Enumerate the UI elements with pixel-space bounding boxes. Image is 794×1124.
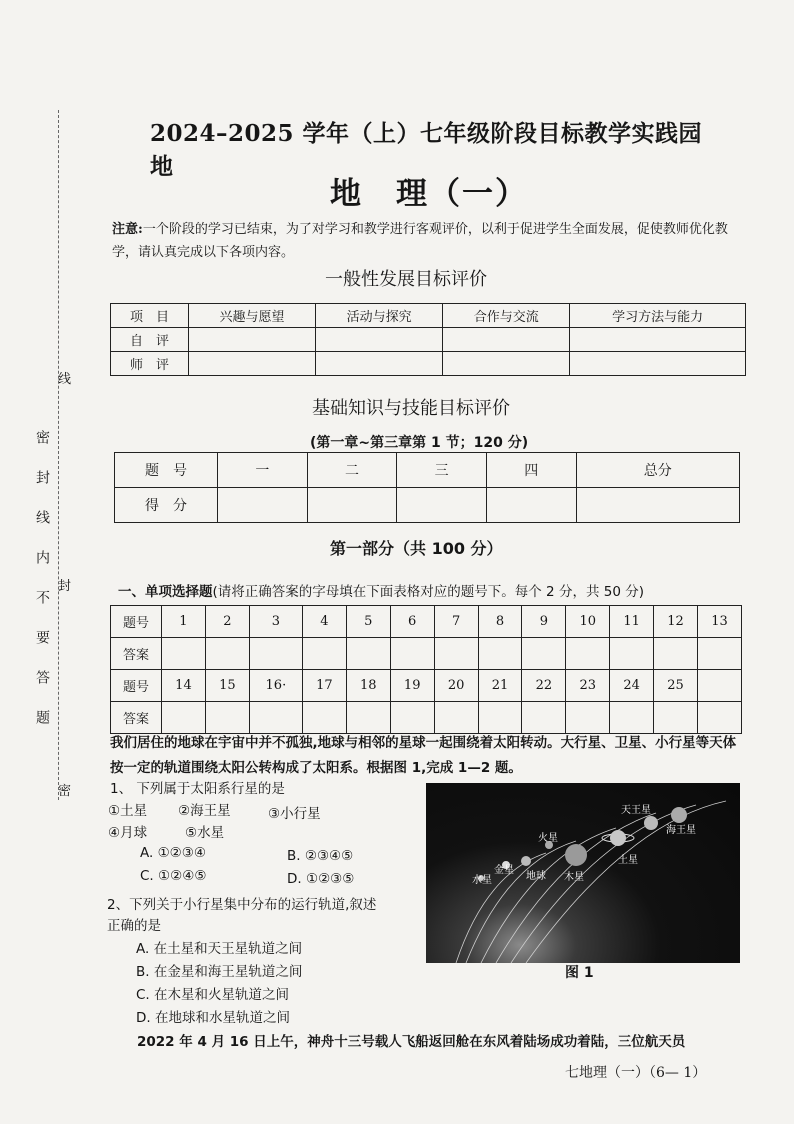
binding-margin bbox=[28, 360, 74, 820]
question-number-cell bbox=[697, 670, 741, 702]
q1-option-c[interactable]: C. ①②④⑤ bbox=[140, 868, 207, 884]
cell-blank[interactable] bbox=[570, 352, 746, 376]
cell-part-4: 四 bbox=[486, 453, 576, 488]
question-number-cell: 17 bbox=[302, 670, 346, 702]
q1-item: ④月球 bbox=[108, 825, 148, 841]
cell-header-interest: 兴趣与愿望 bbox=[189, 304, 316, 328]
answer-table bbox=[110, 605, 742, 734]
binding-mark-secret: 密 bbox=[58, 784, 72, 799]
exam-title: 2024–2025 学年（上）七年级阶段目标教学实践园地 bbox=[150, 120, 703, 180]
answer-cell[interactable] bbox=[434, 702, 478, 734]
row-label-ans: 答案 bbox=[111, 638, 162, 670]
question-number-cell: 24 bbox=[610, 670, 654, 702]
q1-option-a[interactable]: A. ①②③④ bbox=[140, 845, 206, 861]
question-number-cell: 8 bbox=[478, 606, 522, 638]
label-jupiter: 木星 bbox=[564, 872, 584, 883]
solar-system-figure bbox=[426, 783, 740, 963]
general-eval-table bbox=[110, 303, 746, 376]
cell-score-label: 得 分 bbox=[115, 488, 218, 523]
uranus bbox=[644, 816, 658, 830]
solar-system-illustration bbox=[426, 783, 740, 963]
label-earth: 地球 bbox=[526, 871, 546, 882]
answer-cell[interactable] bbox=[249, 638, 302, 670]
cell-blank[interactable] bbox=[189, 328, 316, 352]
tail-line: 2022 年 4 月 16 日上午，神舟十三号载人飞船返回舱在东风着陆场成功着陆，三位航天员 bbox=[137, 1034, 686, 1050]
cell-part-3: 三 bbox=[397, 453, 487, 488]
question-number-cell: 16· bbox=[249, 670, 302, 702]
answer-cell[interactable] bbox=[390, 638, 434, 670]
binding-instruction: 密封线内不要答题 bbox=[34, 430, 50, 750]
answer-cell[interactable] bbox=[346, 638, 390, 670]
answer-cell[interactable] bbox=[162, 638, 206, 670]
answer-cell[interactable] bbox=[697, 702, 741, 734]
cell-teacher-eval: 师 评 bbox=[111, 352, 189, 376]
cell-self-eval: 自 评 bbox=[111, 328, 189, 352]
cell-total: 总分 bbox=[576, 453, 740, 488]
cell-blank[interactable] bbox=[570, 328, 746, 352]
question-number-cell: 13 bbox=[697, 606, 741, 638]
answer-cell[interactable] bbox=[654, 702, 698, 734]
cell-blank[interactable] bbox=[397, 488, 487, 523]
question-number-cell: 20 bbox=[434, 670, 478, 702]
notice bbox=[112, 218, 744, 264]
answer-cell[interactable] bbox=[162, 702, 206, 734]
answer-cell[interactable] bbox=[697, 638, 741, 670]
question-number-cell: 6 bbox=[390, 606, 434, 638]
q1-item: ①土星 bbox=[108, 803, 148, 819]
q2-stem-cont: 正确的是 bbox=[107, 918, 161, 934]
question-number-cell: 21 bbox=[478, 670, 522, 702]
q2-option-c[interactable]: C. 在木星和火星轨道之间 bbox=[136, 987, 290, 1003]
neptune bbox=[671, 807, 687, 823]
q1-item: ③小行星 bbox=[268, 806, 321, 822]
q2-option-d[interactable]: D. 在地球和水星轨道之间 bbox=[136, 1010, 290, 1026]
label-mercury: 水星 bbox=[472, 875, 492, 886]
answer-cell[interactable] bbox=[566, 702, 610, 734]
q1-option-b[interactable]: B. ②③④⑤ bbox=[287, 848, 354, 864]
cell-part-1: 一 bbox=[218, 453, 308, 488]
general-eval-heading: 一般性发展目标评价 bbox=[325, 269, 487, 290]
cell-blank[interactable] bbox=[443, 352, 570, 376]
answer-cell[interactable] bbox=[302, 638, 346, 670]
cell-header-cooperation: 合作与交流 bbox=[443, 304, 570, 328]
answer-cell[interactable] bbox=[610, 702, 654, 734]
answer-cell[interactable] bbox=[205, 702, 249, 734]
page-footer: 七地理（一）（6— 1） bbox=[565, 1065, 707, 1081]
score-table bbox=[114, 452, 740, 523]
answer-cell[interactable] bbox=[346, 702, 390, 734]
binding-mark-seal: 封 bbox=[58, 579, 72, 594]
cell-part-2: 二 bbox=[307, 453, 397, 488]
answer-cell[interactable] bbox=[522, 702, 566, 734]
q2-option-a[interactable]: A. 在土星和天王星轨道之间 bbox=[136, 941, 303, 957]
question-number-cell: 9 bbox=[522, 606, 566, 638]
question-number-cell: 5 bbox=[346, 606, 390, 638]
cell-header-item: 项 目 bbox=[111, 304, 189, 328]
question-number-cell: 23 bbox=[566, 670, 610, 702]
question-number-cell: 25 bbox=[654, 670, 698, 702]
question-number-cell: 10 bbox=[566, 606, 610, 638]
answer-cell[interactable] bbox=[478, 702, 522, 734]
earth bbox=[521, 856, 531, 866]
label-uranus: 天王星 bbox=[621, 805, 651, 816]
label-venus: 金星 bbox=[494, 865, 514, 876]
answer-cell[interactable] bbox=[249, 702, 302, 734]
question-number-cell: 1 bbox=[162, 606, 206, 638]
q1-item: ⑤水星 bbox=[185, 825, 225, 841]
passage: 我们居住的地球在宇宙中并不孤独,地球与相邻的星球一起围绕着太阳转动。大行星、卫星、小行星等天体按一定的轨道围绕太阳公转构成了太阳系。根据图 1,完成 1—2 题。 bbox=[110, 735, 737, 776]
question-number-cell: 12 bbox=[654, 606, 698, 638]
binding-mark-line: 线 bbox=[58, 372, 72, 387]
answer-cell[interactable] bbox=[610, 638, 654, 670]
label-mars: 火星 bbox=[538, 833, 558, 844]
question-number-cell: 19 bbox=[390, 670, 434, 702]
label-saturn: 土星 bbox=[618, 855, 638, 866]
question-number-cell: 14 bbox=[162, 670, 206, 702]
cell-blank[interactable] bbox=[576, 488, 740, 523]
question-number-cell: 3 bbox=[249, 606, 302, 638]
binding-line bbox=[58, 110, 59, 800]
q1-item: ②海王星 bbox=[178, 803, 231, 819]
section-1-heading bbox=[118, 580, 644, 600]
answer-cell[interactable] bbox=[302, 702, 346, 734]
row-label-num: 题号 bbox=[111, 670, 162, 702]
cell-blank[interactable] bbox=[307, 488, 397, 523]
question-number-cell: 22 bbox=[522, 670, 566, 702]
cell-blank[interactable] bbox=[189, 352, 316, 376]
answer-cell[interactable] bbox=[566, 638, 610, 670]
notice-text: 一个阶段的学习已结束，为了对学习和教学进行客观评价，以利于促进学生全面发展，促使教师优化教学，请认真完成以下各项内容。 bbox=[112, 222, 728, 260]
part1-heading: 第一部分（共 100 分） bbox=[330, 539, 503, 558]
cell-header-method: 学习方法与能力 bbox=[570, 304, 746, 328]
question-number-cell: 18 bbox=[346, 670, 390, 702]
question-number-cell: 4 bbox=[302, 606, 346, 638]
cell-blank[interactable] bbox=[486, 488, 576, 523]
jupiter bbox=[565, 844, 587, 866]
cell-question-no: 题 号 bbox=[115, 453, 218, 488]
basic-eval-scope: (第一章~第三章第 1 节；120 分) bbox=[310, 435, 529, 451]
q2-stem: 2、下列关于小行星集中分布的运行轨道,叙述 bbox=[107, 897, 377, 913]
cell-blank[interactable] bbox=[443, 328, 570, 352]
q1-option-d[interactable]: D. ①②③⑤ bbox=[287, 871, 355, 887]
answer-cell[interactable] bbox=[478, 638, 522, 670]
question-number-cell: 15 bbox=[205, 670, 249, 702]
question-number-cell: 11 bbox=[610, 606, 654, 638]
cell-blank[interactable] bbox=[218, 488, 308, 523]
section-1-label: 一、单项选择题 bbox=[118, 584, 213, 600]
cell-header-activity: 活动与探究 bbox=[316, 304, 443, 328]
cell-blank[interactable] bbox=[316, 328, 443, 352]
basic-eval-heading: 基础知识与技能目标评价 bbox=[312, 398, 510, 419]
subject-title: 地 理（一） bbox=[330, 176, 528, 212]
answer-cell[interactable] bbox=[434, 638, 478, 670]
cell-blank[interactable] bbox=[316, 352, 443, 376]
notice-label: 注意: bbox=[112, 222, 143, 237]
answer-cell[interactable] bbox=[205, 638, 249, 670]
figure-caption: 图 1 bbox=[565, 965, 594, 981]
saturn bbox=[610, 830, 626, 846]
label-neptune: 海王星 bbox=[666, 825, 696, 836]
section-1-instruction: (请将正确答案的字母填在下面表格对应的题号下。每个 2 分，共 50 分) bbox=[212, 584, 644, 600]
question-number-cell: 7 bbox=[434, 606, 478, 638]
row-label-ans: 答案 bbox=[111, 702, 162, 734]
answer-cell[interactable] bbox=[522, 638, 566, 670]
row-label-num: 题号 bbox=[111, 606, 162, 638]
question-number-cell: 2 bbox=[205, 606, 249, 638]
answer-cell[interactable] bbox=[390, 702, 434, 734]
q1-stem: 1、 下列属于太阳系行星的是 bbox=[110, 781, 285, 797]
q2-option-b[interactable]: B. 在金星和海王星轨道之间 bbox=[136, 964, 303, 980]
answer-cell[interactable] bbox=[654, 638, 698, 670]
